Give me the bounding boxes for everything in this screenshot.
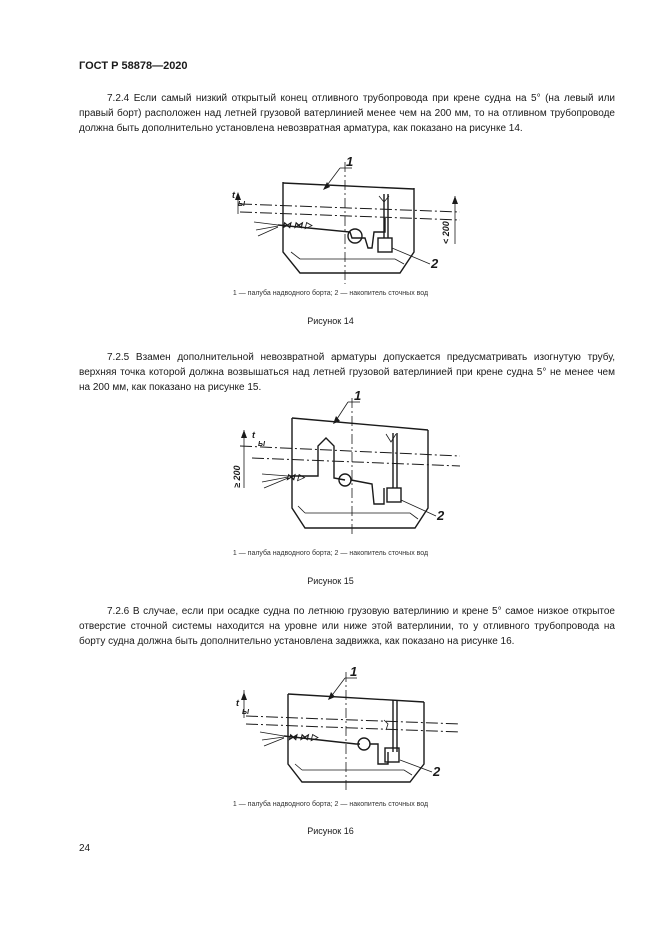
svg-text:Ы: Ы [258,441,265,448]
paragraph-7-2-6: 7.2.6 В случае, если при осадке судна по летнюю грузовую ватерлинию и крене 5° самое низкое открытое отверстие сточной системы находится на уровне или ниже этой ватерлинии, то у отливного трубопровода на борту судна должна быть дополнительно установлена задвижка, как показано на рисунке 16. [79,606,615,647]
dim-label-t: t [252,430,255,440]
waterline [240,204,460,212]
figure-15 [0,388,661,536]
dim-value: < 200 [441,221,451,244]
sewage-tank [387,488,401,502]
figure-14-drawing [0,152,661,284]
valve-symbols: ⋈ ⋈ ▷ [288,732,318,742]
page-number: 24 [79,843,91,854]
valve-symbols: ⋈ ▷ [286,472,305,482]
figure-14 [0,152,661,284]
waterline [246,716,460,724]
callout-2: 2 [433,764,441,779]
freeboard-deck [292,418,428,430]
figure-16-drawing [0,660,661,792]
dim-label-t: t [232,190,235,200]
legend-15: 1 — палуба надводного борта; 2 — накопитель сточных вод [232,550,429,557]
callout-1: 1 [346,154,354,169]
hull-outline [292,418,428,528]
freeboard-deck [283,183,414,189]
figure-16 [0,660,661,792]
caption-14: Рисунок 14 [307,316,354,326]
dim-value: ≥ 200 [232,465,242,488]
caption-15: Рисунок 15 [307,576,354,586]
sewage-tank [378,238,392,252]
paragraph-7-2-4: 7.2.4 Если самый низкий открытый конец отливного трубопровода при крене судна на 5° (на левый или правый борт) расположен над летней грузовой ватерлинией менее чем на 200 мм, то на отливном трубопроводе должна быть дополнительно установлена невозвратная арматура, как показано на рисунке 14. [79,93,615,134]
waterline [240,446,460,456]
legend-14: 1 — палуба надводного борта; 2 — накопитель сточных вод [232,290,429,297]
check-valve [348,229,362,243]
callout-1: 1 [354,388,362,403]
callout-2: 2 [431,256,439,271]
callout-2: 2 [437,508,445,523]
paragraph-7-2-5: 7.2.5 Взамен дополнительной невозвратной арматуры допускается предусматривать изогнутую трубу, верхняя точка которой должна возвышаться над летней грузовой ватерлинией при крене судна 5° не менее чем на 200 мм, как показано на рисунке 15. [79,352,615,393]
legend-16: 1 — палуба надводного борта; 2 — накопитель сточных вод [232,801,429,808]
page-header: ГОСТ Р 58878—2020 [79,60,188,72]
caption-16: Рисунок 16 [307,826,354,836]
svg-text:Ы: Ы [238,201,245,208]
freeboard-deck [288,694,424,702]
figure-15-drawing [0,388,661,536]
svg-text:Ы: Ы [242,709,249,716]
valve-symbols: ⋈ ⋈ ▷ [282,220,312,230]
dim-label-t: t [236,698,239,708]
callout-1: 1 [350,664,358,679]
